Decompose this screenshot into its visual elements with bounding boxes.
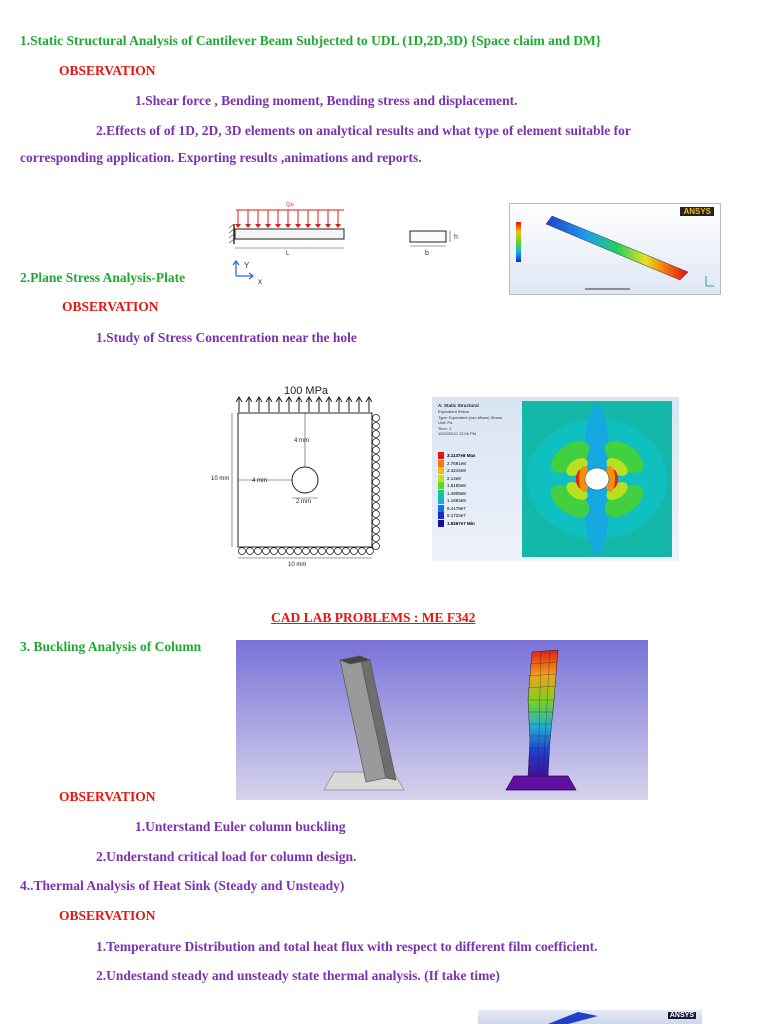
ansys-logo-heat-sink: ANSYS <box>669 1012 694 1019</box>
section-4-item-1: 1.Temperature Distribution and total heat flux with respect to different film coefficient. <box>96 939 598 954</box>
cantilever-beam-figure <box>226 198 351 288</box>
section-b-label: b <box>425 250 429 257</box>
section-3-heading: 3. Buckling Analysis of Column <box>20 639 202 654</box>
legend-max: 3.1137e8 Max <box>447 453 476 459</box>
plate-with-hole-figure <box>208 380 388 570</box>
heat-sink-result-figure <box>478 1010 702 1024</box>
dim-width-label: 10 mm <box>288 562 307 568</box>
legend-value: 8.4178e7 <box>447 505 466 511</box>
beam-cross-section-figure <box>406 222 466 258</box>
legend-info-line: Type: Equivalent (von-Mises) Stress <box>438 414 503 420</box>
legend-value: 5.1723e7 <box>447 513 466 519</box>
beam-contour-plot <box>510 204 720 294</box>
legend-value: 1.8155e8 <box>447 483 466 489</box>
legend-title: A: Static Structural <box>438 403 479 408</box>
beam-length-label: L <box>286 251 290 257</box>
legend-value: 1.1663e8 <box>447 498 466 504</box>
legend-info-line: Unit: Pa <box>438 420 453 425</box>
section-1-heading: 1.Static Structural Analysis of Cantilever Beam Subjected to UDL (1D,2D,3D) {Space claim and DM} <box>20 33 602 48</box>
plate-load-label: 100 MPa <box>284 385 329 397</box>
section-1-item-2-line-2: corresponding application. Exporting results ,animations and reports. <box>20 150 422 165</box>
section-1-item-1: 1.Shear force , Bending moment, Bending stress and displacement. <box>135 93 518 108</box>
section-4-observation: OBSERVATION <box>59 908 156 923</box>
buckling-column-plot <box>236 640 648 800</box>
dim-hole-label: 2 mm <box>296 499 311 505</box>
heat-sink-plot <box>478 1010 702 1024</box>
legend-info-line: 11/02/2010 12:06 PM <box>438 431 476 436</box>
section-3-item-2: 2.Understand critical load for column design. <box>96 849 357 864</box>
plate-stress-contour-plot <box>522 401 672 557</box>
buckling-column-figure <box>236 640 648 800</box>
section-2-item-1: 1.Study of Stress Concentration near the hole <box>96 330 357 345</box>
udl-load-label: Q,k <box>286 202 294 208</box>
ansys-plate-stress-result <box>432 397 679 561</box>
section-2-heading: 2.Plane Stress Analysis-Plate <box>20 270 186 285</box>
ansys-logo: ANSYS <box>680 207 714 216</box>
section-2-observation: OBSERVATION <box>62 299 159 314</box>
section-4-heading: 4..Thermal Analysis of Heat Sink (Steady and Unsteady) <box>20 878 345 893</box>
section-3-observation: OBSERVATION <box>59 789 156 804</box>
cad-lab-title: CAD LAB PROBLEMS : ME F342 <box>271 610 476 625</box>
stress-legend <box>438 452 476 527</box>
axis-y-label: Y <box>244 261 250 270</box>
dim-left-label: 4 mm <box>252 478 267 484</box>
legend-value: 2.4244e8 <box>447 468 466 474</box>
legend-min: 1.9267e7 Min <box>447 520 475 526</box>
section-1-observation: OBSERVATION <box>59 63 156 78</box>
legend-value: 2.7691e8 <box>447 460 466 466</box>
legend-info-line: Equivalent Stress <box>438 409 470 414</box>
ansys-beam-contour-result <box>509 203 721 295</box>
section-h-label: h <box>454 234 458 241</box>
section-4-item-2: 2.Undestand steady and unsteady state thermal analysis. (If take time) <box>96 968 500 983</box>
legend-info-line: Time: 1 <box>438 425 452 431</box>
axis-x-label: x <box>258 277 262 286</box>
section-1-item-2-line-1: 2.Effects of of 1D, 2D, 3D elements on analytical results and what type of element suitable for <box>96 123 631 138</box>
dim-top-label: 4 mm <box>294 438 309 444</box>
dim-height-label: 10 mm <box>211 476 230 482</box>
legend-info <box>438 409 502 437</box>
legend-value: 2.14e8 <box>447 475 461 481</box>
legend-value: 1.4909e8 <box>447 490 466 496</box>
section-3-item-1: 1.Unterstand Euler column buckling <box>135 819 346 834</box>
